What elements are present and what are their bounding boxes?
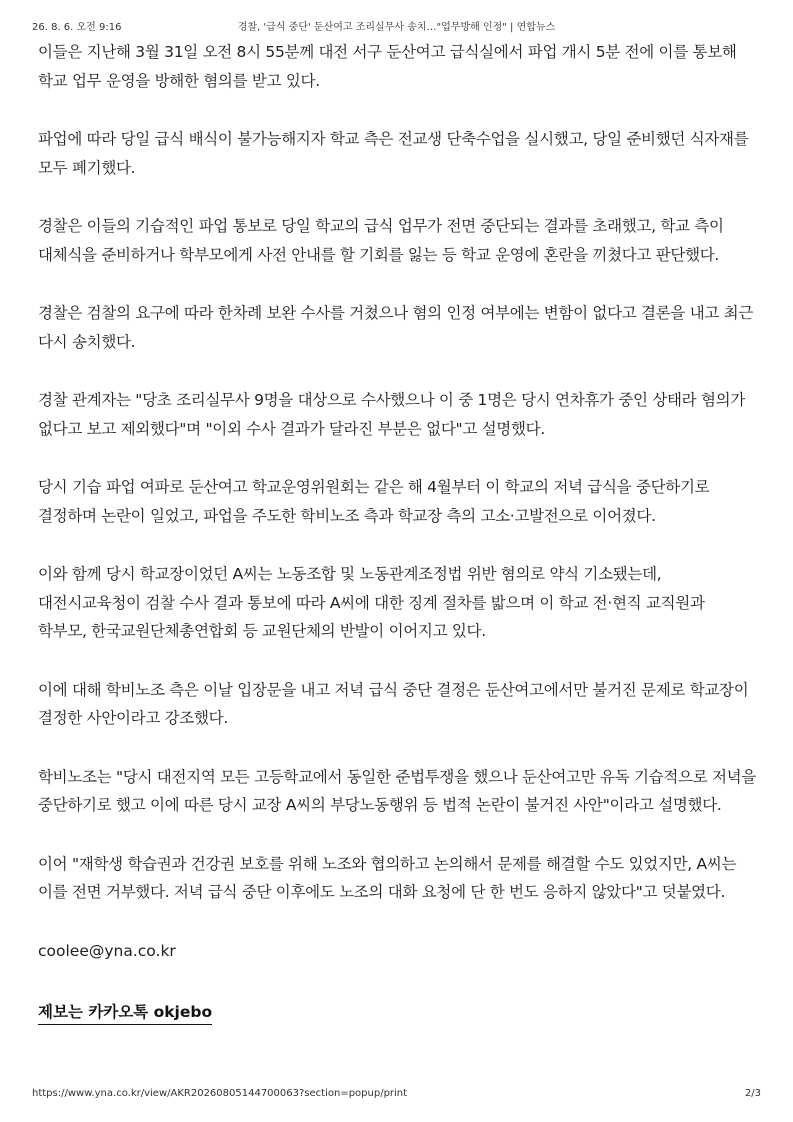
article-paragraph: 당시 기습 파업 여파로 둔산여고 학교운영위원회는 같은 해 4월부터 이 학교의 저녁 급식을 중단하기로 결정하며 논란이 일었고, 파업을 주도한 학비노조 측과 학교장 측의 고소·고발전으로 이어졌다. [38,478,710,525]
article-paragraph: 이와 함께 당시 학교장이었던 A씨는 노동조합 및 노동관계조정법 위반 혐의로 약식 기소됐는데, 대전시교육청이 검찰 수사 결과 통보에 따라 A씨에 대한 징계 절차를 밟으며 이 학교 전·현직 교직원과 학부모, 한국교원단체총연합회 등 교원단체의 반발이 이어지고 있다. [38,565,705,640]
print-page-url: https://www.yna.co.kr/view/AKR20260805144700063?section=popup/print [32,1088,408,1099]
article-body [38,38,756,1025]
article-paragraph: 경찰은 이들의 기습적인 파업 통보로 당일 학교의 급식 업무가 전면 중단되는 결과를 초래했고, 학교 측이 대체식을 준비하거나 학부모에게 사전 안내를 할 기회를 잃는 등 학교 운영에 혼란을 끼쳤다고 판단했다. [38,217,724,264]
reporter-email: coolee@yna.co.kr [38,941,176,960]
print-footer [32,1086,761,1102]
print-datetime: 26. 8. 6. 오전 9:16 [32,22,122,33]
article-paragraph: 이에 대해 학비노조 측은 이날 입장문을 내고 저녁 급식 중단 결정은 둔산여고에서만 불거진 문제로 학교장이 결정한 사안이라고 강조했다. [38,680,749,727]
print-page-number: 2/3 [744,1088,761,1099]
print-document-title: 경찰, '급식 중단' 둔산여고 조리실무사 송치…"업무방해 인정" | 연합뉴스 [237,22,556,33]
article-paragraph: 경찰은 검찰의 요구에 따라 한차례 보완 수사를 거쳤으나 혐의 인정 여부에는 변함이 없다고 결론을 내고 최근 다시 송치했다. [38,304,754,351]
article-paragraph: 이들은 지난해 3월 31일 오전 8시 55분께 대전 서구 둔산여고 급식실에서 파업 개시 5분 전에 이를 통보해 학교 업무 운영을 방해한 혐의를 받고 있다. [38,43,737,90]
article-paragraph: 파업에 따라 당일 급식 배식이 불가능해지자 학교 측은 전교생 단축수업을 실시했고, 당일 준비했던 식자재를 모두 폐기했다. [38,130,749,177]
article-paragraph: 학비노조는 "당시 대전지역 모든 고등학교에서 동일한 준법투쟁을 했으나 둔산여고만 유독 기습적으로 저녁을 중단하기로 했고 이에 따른 당시 교장 A씨의 부당노동행위 등 법적 논란이 불거진 사안"이라고 설명했다. [38,767,757,814]
tip-kakaotalk-link[interactable]: 제보는 카카오톡 okjebo [38,1001,212,1025]
article-paragraph: 경찰 관계자는 "당초 조리실무사 9명을 대상으로 수사했으나 이 중 1명은 당시 연차휴가 중인 상태라 혐의가 없다고 보고 제외했다"며 "이외 수사 결과가 달라진 부분은 없다"고 설명했다. [38,391,746,438]
article-paragraph: 이어 "재학생 학습권과 건강권 보호를 위해 노조와 협의하고 논의해서 문제를 해결할 수도 있었지만, A씨는 이를 전면 거부했다. 저녁 급식 중단 이후에도 노조의 대화 요청에 단 한 번도 응하지 않았다"고 덧붙였다. [38,854,737,901]
print-header [32,20,761,36]
